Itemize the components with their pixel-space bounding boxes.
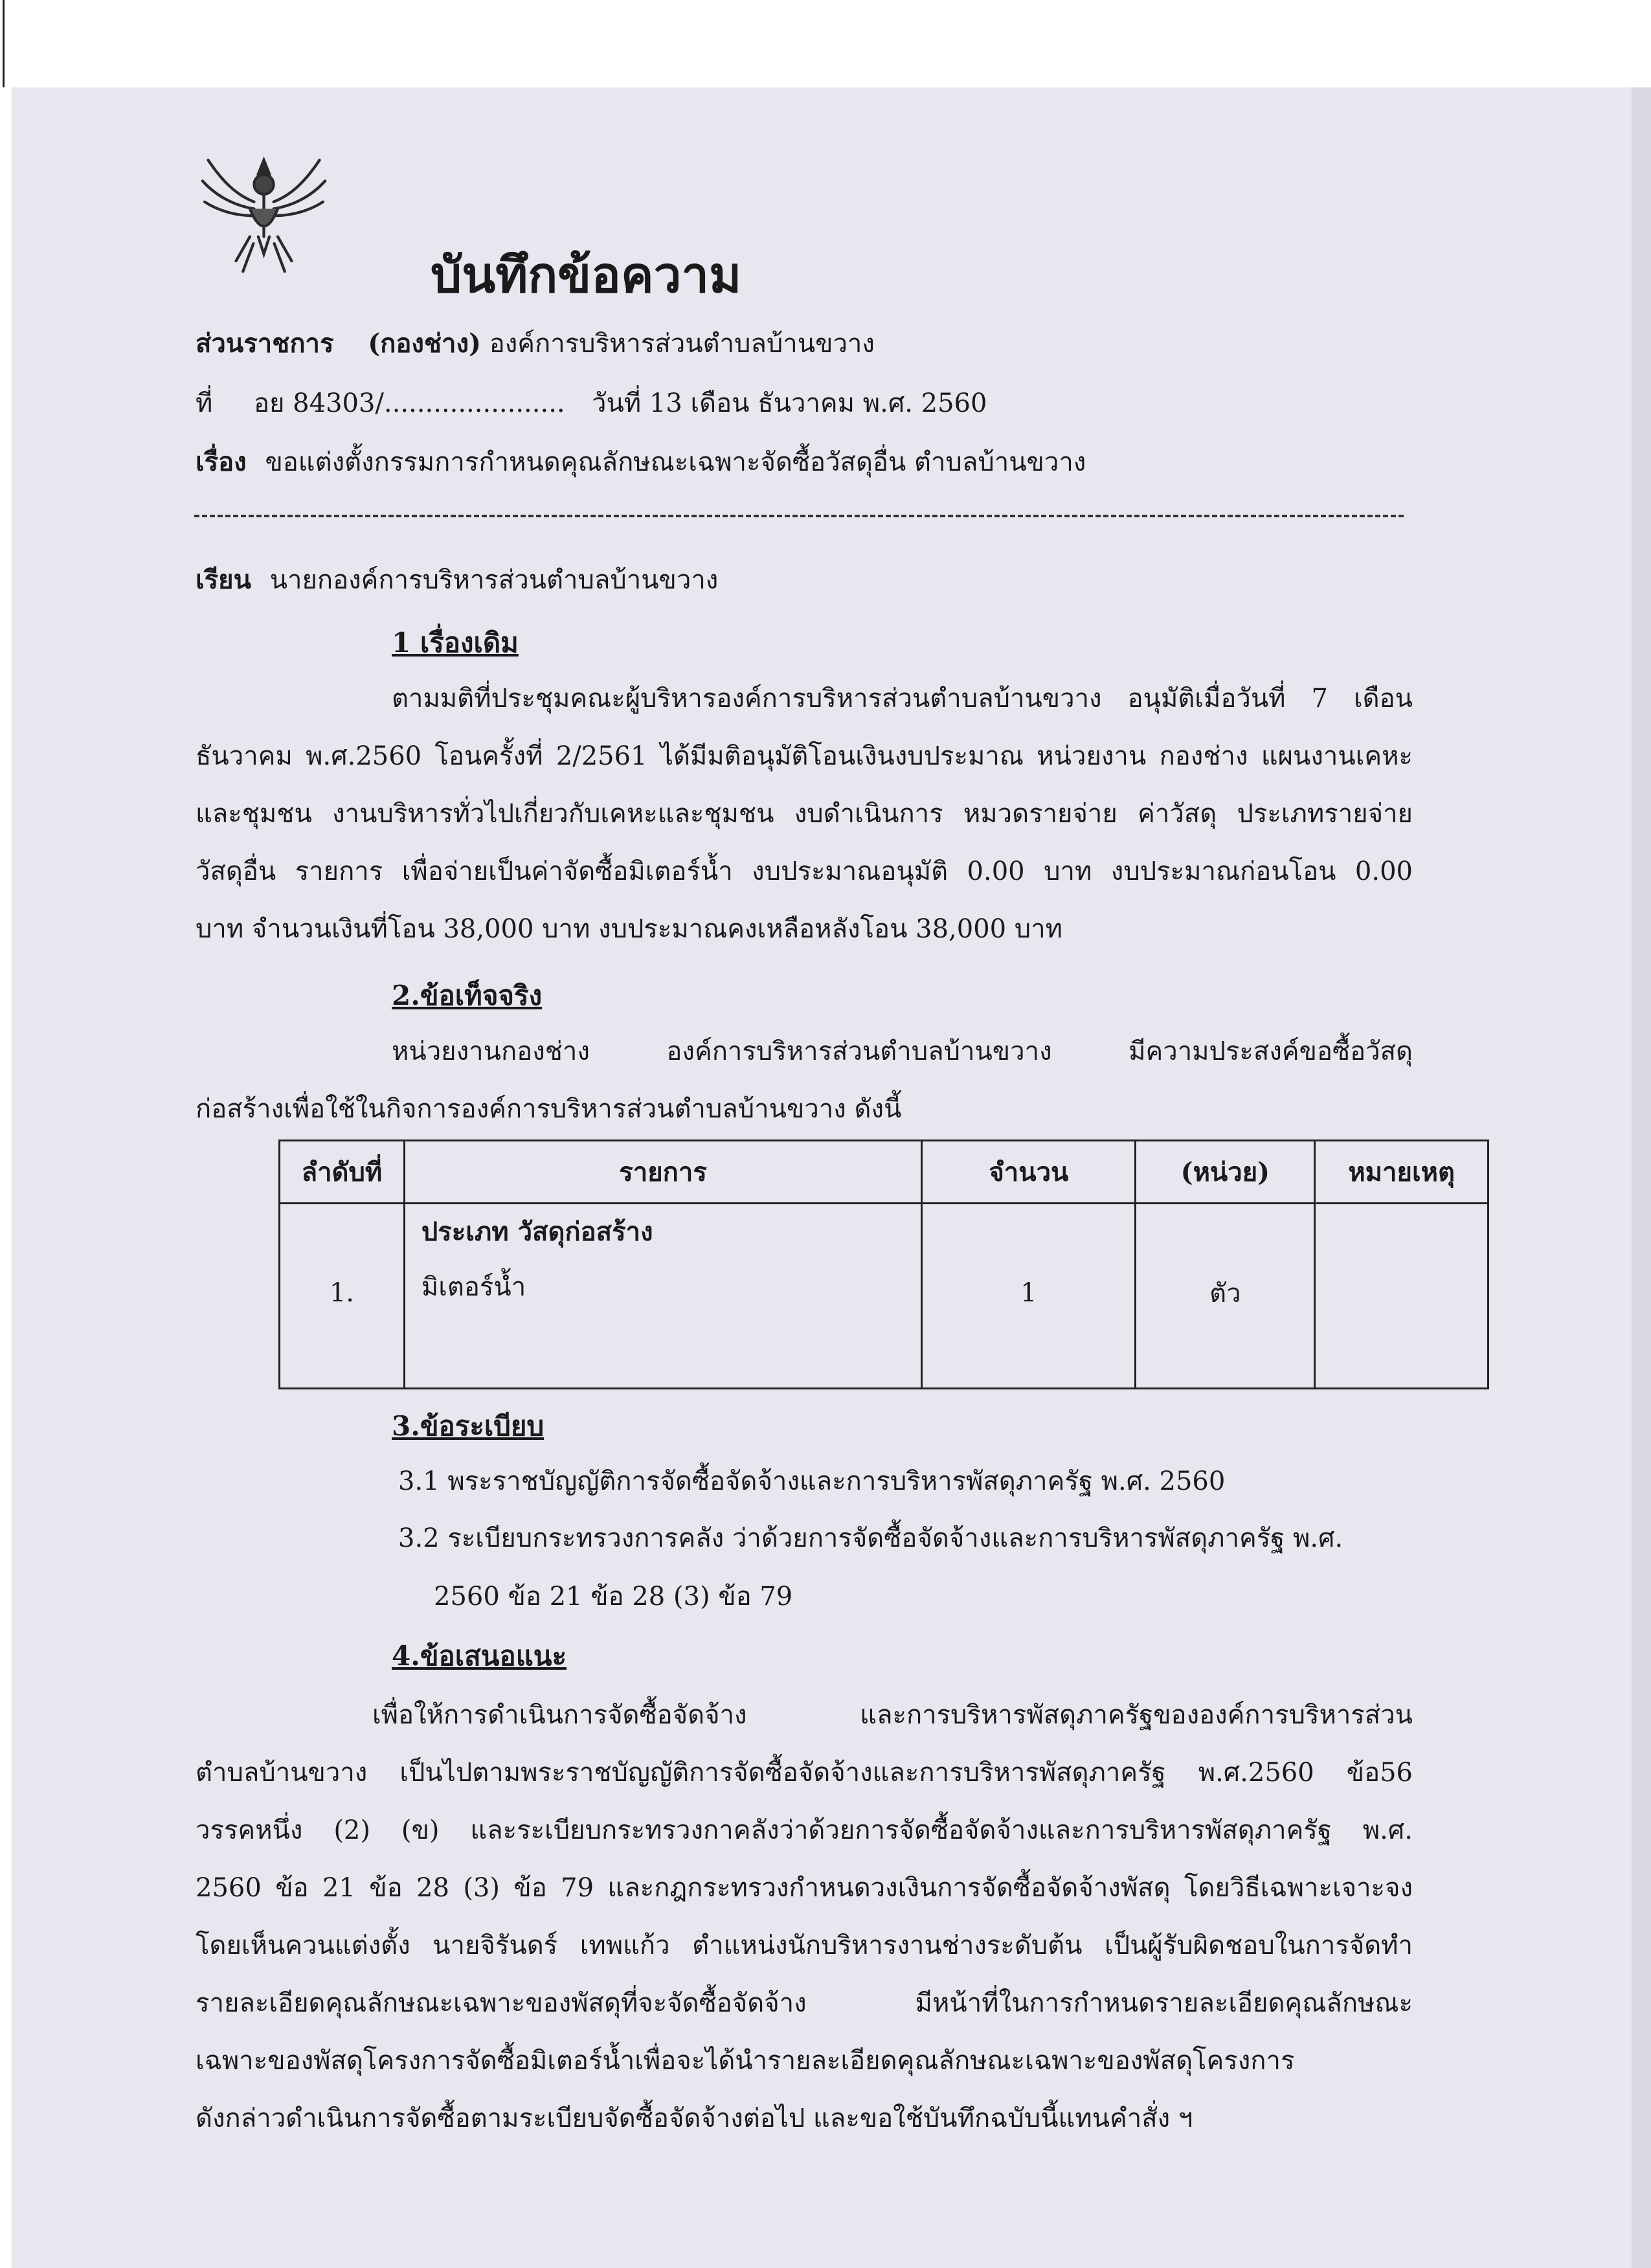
section4-line: เฉพาะของพัสดุโครงการจัดซื้อมิเตอร์น้ำเพื่อจะได้นำรายละเอียดคุณลักษณะเฉพาะของพัสดุโครงการ [196, 2046, 1295, 2076]
row-item: มิเตอร์น้ำ [421, 1272, 526, 1302]
section4-line: วรรคหนึ่ง (2) (ข) และระเบียบกระทรวงกาคลังว่าด้วยการจัดซื้อจัดจ้างและการบริหารพัสดุภาครัฐ พ.ศ. [196, 1815, 1413, 1845]
memo-title: บันทึกข้อความ [431, 246, 742, 304]
agency-label: ส่วนราชการ [196, 328, 334, 359]
section1-line: ตามมติที่ประชุมคณะผู้บริหารองค์การบริหารส่วนตำบลบ้านขวาง อนุมัติเมื่อวันที่ 7 เดือน [392, 684, 1413, 713]
section1-heading: 1 เรื่องเดิม [392, 627, 519, 658]
section3-item2: 3.2 ระเบียบกระทรวงการคลัง ว่าด้วยการจัดซื้อจัดจ้างและการบริหารพัสดุภาครัฐ พ.ศ. [398, 1523, 1343, 1553]
row-note [1315, 1204, 1488, 1389]
ref-label: ที่ [196, 388, 213, 418]
section1-paragraph [196, 670, 1413, 958]
row-unit: ตัว [1136, 1204, 1315, 1389]
section1-line: วัสดุอื่น รายการ เพื่อจ่ายเป็นค่าจัดซื้อมิเตอร์น้ำ งบประมาณอนุมัติ 0.00 บาท งบประมาณก่อนโอน 0.00 [196, 857, 1413, 886]
ref-number: อย 84303/...................... [254, 388, 565, 418]
header-unit: (หน่วย) [1136, 1141, 1315, 1204]
memo-date: วันที่ 13 เดือน ธันวาคม พ.ศ. 2560 [592, 388, 987, 418]
header-note: หมายเหตุ [1315, 1141, 1488, 1204]
section4-line: รายละเอียดคุณลักษณะเฉพาะของพัสดุที่จะจัดซื้อจัดจ้าง มีหน้าที่ในการกำหนดรายละเอียดคุณลักษณะ [196, 1988, 1413, 2018]
section1-line: บาท จำนวนเงินที่โอน 38,000 บาท งบประมาณคงเหลือหลังโอน 38,000 บาท [196, 914, 1063, 944]
section4-paragraph [196, 1687, 1413, 2148]
to-value: นายกองค์การบริหารส่วนตำบลบ้านขวาง [269, 565, 719, 595]
section4-line: เพื่อให้การดำเนินการจัดซื้อจัดจ้าง และการบริหารพัสดุภาครัฐขององค์การบริหารส่วน [372, 1700, 1413, 1730]
section4-line: โดยเห็นควนแต่งตั้ง นายจิรันดร์ เทพแก้ว ตำแหน่งนักบริหารงานช่างระดับต้น เป็นผู้รับผิดชอบในการจัดทำ [196, 1931, 1413, 1960]
row-qty: 1 [922, 1204, 1136, 1389]
section3-heading: 3.ข้อระเบียบ [392, 1410, 545, 1442]
separator-dashed-line [194, 515, 1404, 517]
section3-item2-cont: 2560 ข้อ 21 ข้อ 28 (3) ข้อ 79 [434, 1582, 793, 1611]
section4-line: ดังกล่าวดำเนินการจัดซื้อตามระเบียบจัดซื้อจัดจ้างต่อไป และขอใช้บันทึกฉบับนี้แทนคำสั่ง ฯ [196, 2104, 1193, 2133]
section4-line: ตำบลบ้านขวาง เป็นไปตามพระราชบัญญัติการจัดซื้อจัดจ้างและการบริหารพัสดุภาครัฐ พ.ศ.2560 ข้อ56 [196, 1758, 1413, 1788]
section4-line: 2560 ข้อ 21 ข้อ 28 (3) ข้อ 79 และกฎกระทรวงกำหนดวงเงินการจัดซื้อจัดจ้างพัสดุ โดยวิธีเฉพาะเจาะจง [196, 1873, 1413, 1903]
subject-row [196, 445, 1086, 479]
agency-rest: องค์การบริหารส่วนตำบลบ้านขวาง [489, 329, 875, 359]
garuda-emblem-icon [194, 139, 333, 278]
row-no: 1. [280, 1204, 405, 1389]
section2-heading: 2.ข้อเท็จจริง [392, 980, 543, 1011]
agency-value: (กองช่าง) [368, 328, 481, 359]
section1-line: และชุมชน งานบริหารทั่วไปเกี่ยวกับเคหะและชุมชน งบดำเนินการ หมวดรายจ่าย ค่าวัสดุ ประเภทรายจ่าย [196, 799, 1413, 829]
agency-row [196, 327, 875, 361]
row-category: ประเภท วัสดุก่อสร้าง [421, 1217, 653, 1247]
subject-value: ขอแต่งตั้งกรรมการกำหนดคุณลักษณะเฉพาะจัดซื้อวัสดุอื่น ตำบลบ้านขวาง [265, 447, 1086, 477]
table-header-row [280, 1141, 1488, 1204]
subject-label: เรื่อง [196, 447, 247, 477]
row-item-cell [404, 1204, 921, 1389]
table-row [280, 1204, 1488, 1389]
header-no: ลำดับที่ [280, 1141, 405, 1204]
to-row [196, 563, 718, 597]
to-label: เรียน [196, 565, 251, 595]
section1-line: ธันวาคม พ.ศ.2560 โอนครั้งที่ 2/2561 ได้มีมติอนุมัติโอนเงินงบประมาณ หน่วยงาน กองช่าง แผนงานเคหะ [196, 741, 1413, 771]
section4-heading: 4.ข้อเสนอแนะ [392, 1640, 567, 1672]
header-item: รายการ [404, 1141, 921, 1204]
ref-row [196, 387, 987, 420]
section2-line: หน่วยงานกองช่าง องค์การบริหารส่วนตำบลบ้านขวาง มีความประสงค์ขอซื้อวัสดุ [392, 1037, 1413, 1066]
header-qty: จำนวน [922, 1141, 1136, 1204]
section3-item1: 3.1 พระราชบัญญัติการจัดซื้อจัดจ้างและการบริหารพัสดุภาครัฐ พ.ศ. 2560 [398, 1466, 1226, 1496]
items-table [278, 1140, 1489, 1389]
section2-paragraph [196, 1023, 1413, 1138]
section2-line: ก่อสร้างเพื่อใช้ในกิจการองค์การบริหารส่วนตำบลบ้านขวาง ดังนี้ [196, 1094, 902, 1124]
